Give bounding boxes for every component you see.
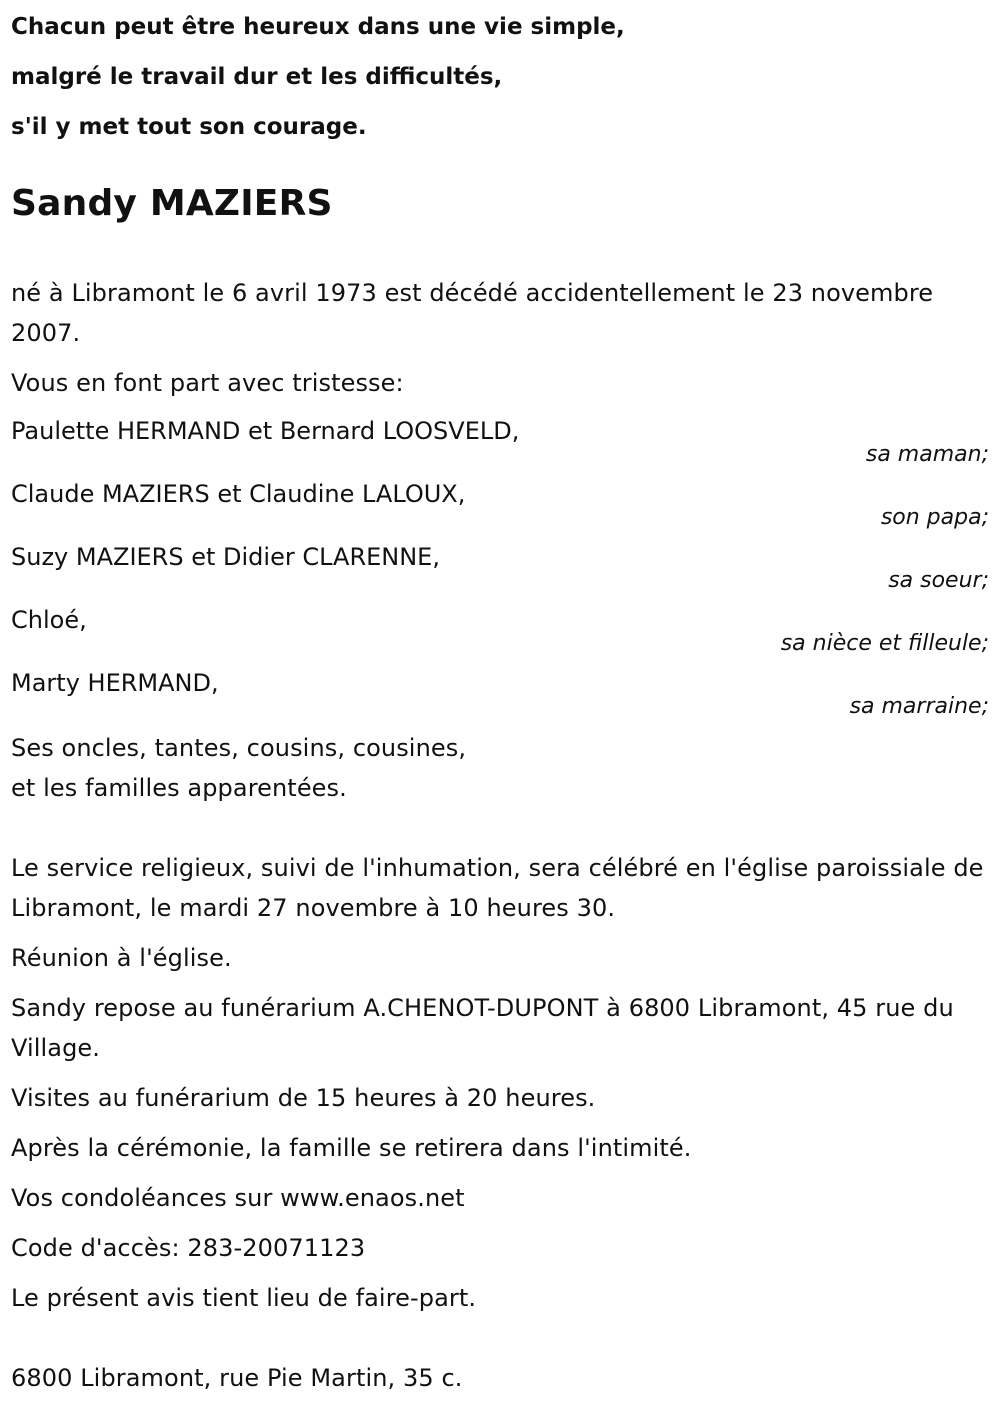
quote-line-1: Chacun peut être heureux dans une vie simple,	[11, 14, 625, 40]
family-member-name: Claude MAZIERS et Claudine LALOUX,	[11, 480, 466, 508]
family-member	[11, 663, 991, 726]
birth-death-text: né à Libramont le 6 avril 1973 est décédé accidentellement le 23 novembre 2007.	[11, 279, 934, 347]
relatives-text	[11, 728, 991, 808]
service-text: Le service religieux, suivi de l'inhumation, sera célébré en l'église paroissiale de Libramont, le mardi 27 novembre à 10 heures 30.	[11, 854, 984, 922]
notice-text: Le présent avis tient lieu de faire-part.	[11, 1284, 477, 1312]
family-member-name: Marty HERMAND,	[11, 669, 219, 697]
visits-text: Visites au funérarium de 15 heures à 20 heures.	[11, 1084, 596, 1112]
family-member	[11, 474, 991, 537]
family-member-role: sa maman;	[865, 442, 989, 467]
deceased-name: Sandy MAZIERS	[11, 183, 333, 224]
access-code-text: Code d'accès: 283-20071123	[11, 1234, 366, 1262]
funeral-home-text: Sandy repose au funérarium A.CHENOT-DUPONT à 6800 Libramont, 45 rue du Village.	[11, 994, 954, 1062]
obituary-page	[11, 0, 991, 1398]
family-member	[11, 537, 991, 600]
after-ceremony-text: Après la cérémonie, la famille se retirera dans l'intimité.	[11, 1134, 692, 1162]
family-member-name: Paulette HERMAND et Bernard LOOSVELD,	[11, 417, 520, 445]
epigraph-quote	[11, 0, 991, 152]
family-list	[11, 411, 991, 726]
family-member-role: son papa;	[880, 505, 989, 530]
condolences-text: Vos condoléances sur www.enaos.net	[11, 1184, 465, 1212]
quote-line-3: s'il y met tout son courage.	[11, 114, 367, 140]
quote-line-2: malgré le travail dur et les difficultés,	[11, 64, 503, 90]
family-member-role: sa soeur;	[888, 568, 989, 593]
family-member	[11, 411, 991, 474]
family-member	[11, 600, 991, 663]
family-member-name: Chloé,	[11, 606, 87, 634]
meeting-text: Réunion à l'église.	[11, 944, 232, 972]
relatives-line-1: Ses oncles, tantes, cousins, cousines,	[11, 734, 467, 762]
family-member-name: Suzy MAZIERS et Didier CLARENNE,	[11, 543, 440, 571]
relatives-line-2: et les familles apparentées.	[11, 774, 347, 802]
family-member-role: sa marraine;	[849, 694, 989, 719]
address-text: 6800 Libramont, rue Pie Martin, 35 c.	[11, 1364, 463, 1392]
family-member-role: sa nièce et filleule;	[780, 631, 989, 656]
announcement-text: Vous en font part avec tristesse:	[11, 369, 404, 397]
